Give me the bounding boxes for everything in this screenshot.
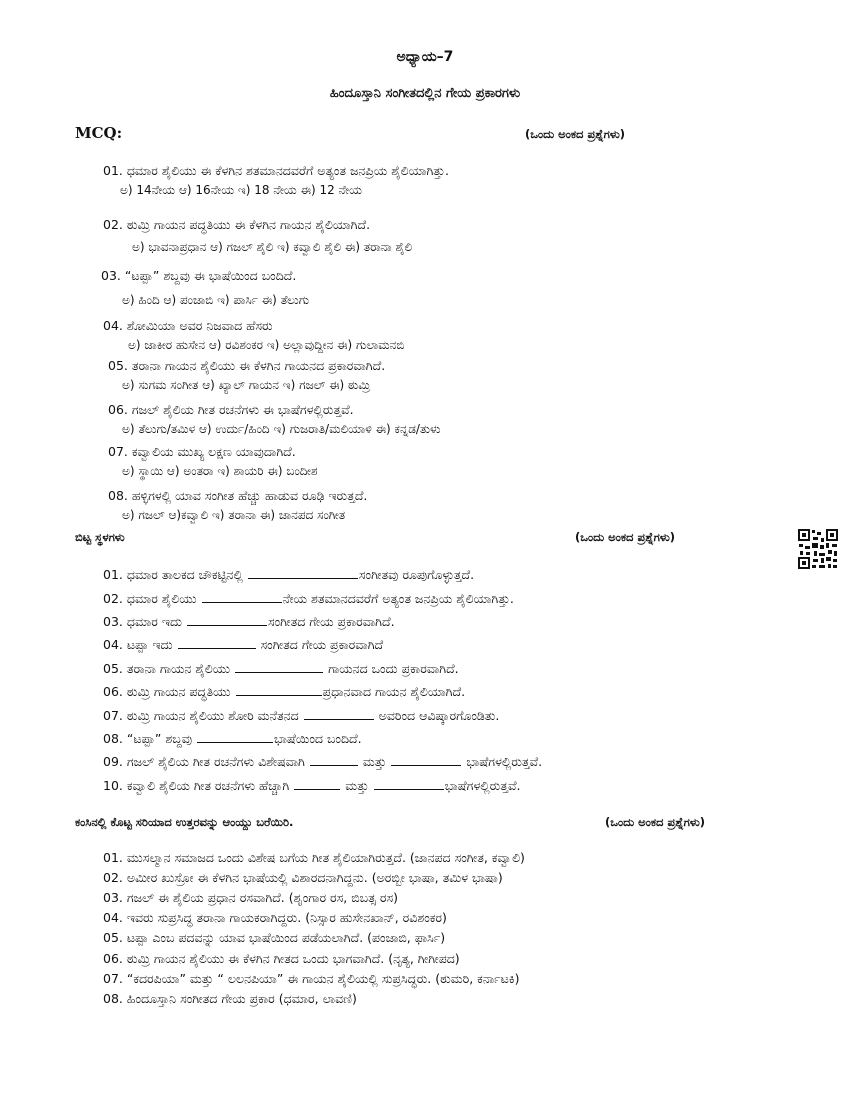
blank-line bbox=[236, 683, 322, 696]
choose-answer-heading: ಕಂಸಿನಲ್ಲಿ ಕೊಟ್ಟ ಸರಿಯಾದ ಉತ್ತರವನ್ನು ಆಂಯ್ದು ಬರೆಯಿರಿ. bbox=[75, 815, 294, 829]
blank-line bbox=[294, 777, 340, 790]
mcq-options: ಅ) ಹಿಂದಿ ಆ) ಪಂಜಾಬಿ ಇ) ಪಾರ್ಸಿ ಈ) ತೆಲುಗು bbox=[122, 293, 310, 307]
mcq-options: ಅ) ಜಾಕೀರ ಹುಸೇನ ಆ) ರವಿಶಂಕರ ಇ) ಅಲ್ಲಾವುದ್ದೀನ ಈ) ಗುಲಾಮನಬಿ bbox=[128, 338, 405, 352]
choose-answer-item: 03. ಗಜಲ್ ಈ ಶೈಲಿಯ ಪ್ರಧಾನ ರಸವಾಗಿದೆ. (ಶೃಂಗಾರ ರಸ, ಬಿಬತ್ಸ ರಸ) bbox=[103, 890, 399, 905]
choose-answer-item: 02. ಅಮೀರ ಖುಸ್ರೋ ಈ ಕೆಳಗಿನ ಭಾಷೆಯಲ್ಲಿ ವಿಶಾರದನಾಗಿದ್ದನು. (ಅರಬ್ಬೀ ಭಾಷಾ, ತಮಿಳ ಭಾಷಾ) bbox=[103, 870, 503, 885]
blank-line bbox=[178, 636, 256, 649]
mcq-question: 07. ಕವ್ವಾಲಿಯ ಮುಖ್ಯ ಲಕ್ಷಣ ಯಾವುದಾಗಿದೆ. bbox=[108, 444, 296, 459]
fill-blank-item: 02. ಧಮಾರ ಶೈಲಿಯು ನೇಯ ಶತಮಾನದವರೆಗೆ ಅತ್ಯಂತ ಜನಪ್ರಿಯ ಶೈಲಿಯಾಗಿತ್ತು. bbox=[103, 591, 514, 606]
mcq-options: ಅ) ಭಾವನಾಪ್ರಧಾನ ಆ) ಗಜಲ್ ಶೈಲಿ ಇ) ಕವ್ವಾಲಿ ಶೈಲಿ ಈ) ತರಾನಾ ಶೈಲಿ bbox=[132, 240, 413, 254]
blank-line bbox=[248, 566, 358, 579]
mcq-options: ಅ) 14ನೇಯ ಆ) 16ನೇಯ ಇ) 18 ನೇಯ ಈ) 12 ನೇಯ bbox=[120, 183, 363, 197]
mcq-question: 04. ಶೋಮಿಯಾ ಅವರ ನಿಜವಾದ ಹೆಸರು bbox=[103, 318, 273, 333]
choose-answer-marks-note: (ಒಂದು ಅಂಕದ ಪ್ರಶ್ನೆಗಳು) bbox=[605, 815, 706, 829]
blank-line bbox=[374, 777, 444, 790]
mcq-options: ಅ) ಸುಗಮ ಸಂಗೀತ ಆ) ಖ್ಯಾಲ್ ಗಾಯನ ಇ) ಗಜಲ್ ಈ) ಠುಮ್ರಿ bbox=[122, 378, 371, 392]
mcq-question: 01. ಧಮಾರ ಶೈಲಿಯು ಈ ಕೆಳಗಿನ ಶತಮಾನದವರೆಗೆ ಅತ್ಯಂತ ಜನಪ್ರಿಯ ಶೈಲಿಯಾಗಿತ್ತು. bbox=[103, 163, 449, 178]
fill-blank-item: 07. ಠುಮ್ರಿ ಗಾಯನ ಶೈಲಿಯು ಶೋರಿ ಮನೆತನದ ಅವರಿಂದ ಆವಿಷ್ಕಾರಗೊಂಡಿತು. bbox=[103, 708, 500, 723]
choose-answer-item: 04. ಇವರು ಸುಪ್ರಸಿದ್ಧ ತರಾನಾ ಗಾಯಕರಾಗಿದ್ದರು. (ನಿಸ್ಸಾರ ಹುಸೇನಖಾನ್, ರವಿಶಂಕರ) bbox=[103, 910, 447, 925]
blank-line bbox=[187, 613, 267, 626]
choose-answer-item: 06. ಠುಮ್ರಿ ಗಾಯನ ಶೈಲಿಯು ಈ ಕೆಳಗಿನ ಗೀತದ ಒಂದು ಭಾಗವಾಗಿದೆ. (ನೃತ್ಯ, ಗೀಗೀಪದ) bbox=[103, 951, 460, 966]
fill-blank-item: 05. ತರಾನಾ ಗಾಯನ ಶೈಲಿಯು ಗಾಯನದ ಒಂದು ಪ್ರಕಾರವಾಗಿದೆ. bbox=[103, 661, 459, 676]
blank-line bbox=[235, 660, 323, 673]
blank-line bbox=[310, 753, 358, 766]
fill-blank-item: 08. “ಟಪ್ಪಾ” ಶಬ್ದವು ಭಾಷೆಯಿಂದ ಬಂದಿದೆ. bbox=[103, 731, 362, 746]
blank-line bbox=[391, 753, 461, 766]
mcq-options: ಅ) ಗಜಲ್ ಆ)ಕವ್ವಾಲಿ ಇ) ತರಾನಾ ಈ) ಜಾನಪದ ಸಂಗೀತ bbox=[122, 508, 346, 522]
choose-answer-item: 05. ಟಪ್ಪಾ ಎಂಬ ಪದವನ್ನು ಯಾವ ಭಾಷೆಯಿಂದ ಪಡೆಯಲಾಗಿದೆ. (ಪಂಜಾಬಿ, ಫಾರ್ಸಿ) bbox=[103, 930, 446, 945]
blank-line bbox=[197, 730, 273, 743]
choose-answer-item: 08. ಹಿಂದೂಸ್ತಾನಿ ಸಂಗೀತದ ಗೇಯ ಪ್ರಕಾರ (ಧಮಾರ, ಲಾವಣಿ) bbox=[103, 991, 357, 1006]
fill-blank-item: 03. ಧಮಾರ ಇದು ಸಂಗೀತದ ಗೇಯ ಪ್ರಕಾರವಾಗಿದೆ. bbox=[103, 614, 395, 629]
fill-blanks-heading: ಬಿಟ್ಟ ಸ್ಥಳಗಳು bbox=[75, 530, 125, 544]
qr-code-icon bbox=[797, 528, 839, 570]
blank-line bbox=[202, 590, 282, 603]
mcq-options: ಅ) ಸ್ಥಾಯಿ ಆ) ಅಂತರಾ ಇ) ಶಾಯರಿ ಈ) ಬಂದೀಶ bbox=[122, 464, 318, 478]
mcq-question: 03. “ಟಪ್ಪಾ” ಶಬ್ದವು ಈ ಭಾಷೆಯಿಂದ ಬಂದಿದೆ. bbox=[101, 268, 297, 283]
choose-answer-item: 07. “ಕದರಪಿಯಾ” ಮತ್ತು “ ಲಲನಪಿಯಾ” ಈ ಗಾಯನ ಶೈಲಿಯಲ್ಲಿ ಸುಪ್ರಸಿದ್ಧರು. (ಠುಮರಿ, ಕರ್ನಾಟಕಿ) bbox=[103, 971, 520, 986]
fill-blank-item: 01. ಧಮಾರ ತಾಲಕದ ಚೌಕಟ್ಟಿನಲ್ಲಿ ಸಂಗೀತವು ರೂಪುಗೊಳ್ಳುತ್ತದೆ. bbox=[103, 567, 475, 582]
choose-answer-item: 01. ಮುಸಲ್ಮಾನ ಸಮಾಜದ ಒಂದು ವಿಶೇಷ ಬಗೆಯ ಗೀತ ಶೈಲಿಯಾಗಿರುತ್ತದೆ. (ಜಾನಪದ ಸಂಗೀತ, ಕವ್ವಾಲಿ) bbox=[103, 850, 525, 865]
fill-blank-item: 10. ಕವ್ವಾಲಿ ಶೈಲಿಯ ಗೀತ ರಚನೆಗಳು ಹೆಚ್ಚಾಗಿ ಮತ್ತು ಭಾಷೆಗಳಲ್ಲಿರುತ್ತವೆ. bbox=[103, 778, 521, 793]
chapter-heading: ಅಧ್ಯಾಯ–7 bbox=[396, 49, 454, 65]
mcq-question: 05. ತರಾನಾ ಗಾಯನ ಶೈಲಿಯು ಈ ಕೆಳಗಿನ ಗಾಯನದ ಪ್ರಕಾರವಾಗಿದೆ. bbox=[108, 358, 386, 373]
mcq-options: ಅ) ತೆಲುಗು/ತಮಿಳ ಆ) ಉರ್ದು/ಹಿಂದಿ ಇ) ಗುಜರಾತಿ/ಮಲಿಯಾಳಿ ಈ) ಕನ್ನಡ/ತುಳು bbox=[122, 422, 441, 436]
blank-line bbox=[304, 707, 374, 720]
fill-blanks-marks-note: (ಒಂದು ಅಂಕದ ಪ್ರಶ್ನೆಗಳು) bbox=[575, 530, 676, 544]
fill-blank-item: 04. ಟಪ್ಪಾ ಇದು ಸಂಗೀತದ ಗೇಯ ಪ್ರಕಾರವಾಗಿದೆ bbox=[103, 637, 384, 652]
page-title: ಹಿಂದೂಸ್ತಾನಿ ಸಂಗೀತದಲ್ಲಿನ ಗೇಯ ಪ್ರಕಾರಗಳು bbox=[329, 86, 521, 101]
mcq-question: 08. ಹಳ್ಳಿಗಳಲ್ಲಿ ಯಾವ ಸಂಗೀತ ಹೆಚ್ಚು ಹಾಡುವ ರೂಢಿ ಇರುತ್ತದೆ. bbox=[108, 488, 368, 503]
fill-blank-item: 09. ಗಜಲ್ ಶೈಲಿಯ ಗೀತ ರಚನೆಗಳು ವಿಶೇಷವಾಗಿ ಮತ್ತು ಭಾಷೆಗಳಲ್ಲಿರುತ್ತವೆ. bbox=[103, 754, 543, 769]
mcq-label: MCQ: bbox=[75, 124, 123, 142]
mcq-marks-note: (ಒಂದು ಅಂಕದ ಪ್ರಶ್ನೆಗಳು) bbox=[525, 127, 626, 141]
fill-blank-item: 06. ಠುಮ್ರಿ ಗಾಯನ ಪದ್ಧತಿಯು ಪ್ರಧಾನವಾದ ಗಾಯನ ಶೈಲಿಯಾಗಿದೆ. bbox=[103, 684, 466, 699]
mcq-question: 02. ಠುಮ್ರಿ ಗಾಯನ ಪದ್ಧತಿಯು ಈ ಕೆಳಗಿನ ಗಾಯನ ಶೈಲಿಯಾಗಿದೆ. bbox=[103, 217, 371, 232]
mcq-question: 06. ಗಜಲ್ ಶೈಲಿಯ ಗೀತ ರಚನೆಗಳು ಈ ಭಾಷೆಗಳಲ್ಲಿರುತ್ತವೆ. bbox=[108, 402, 354, 417]
